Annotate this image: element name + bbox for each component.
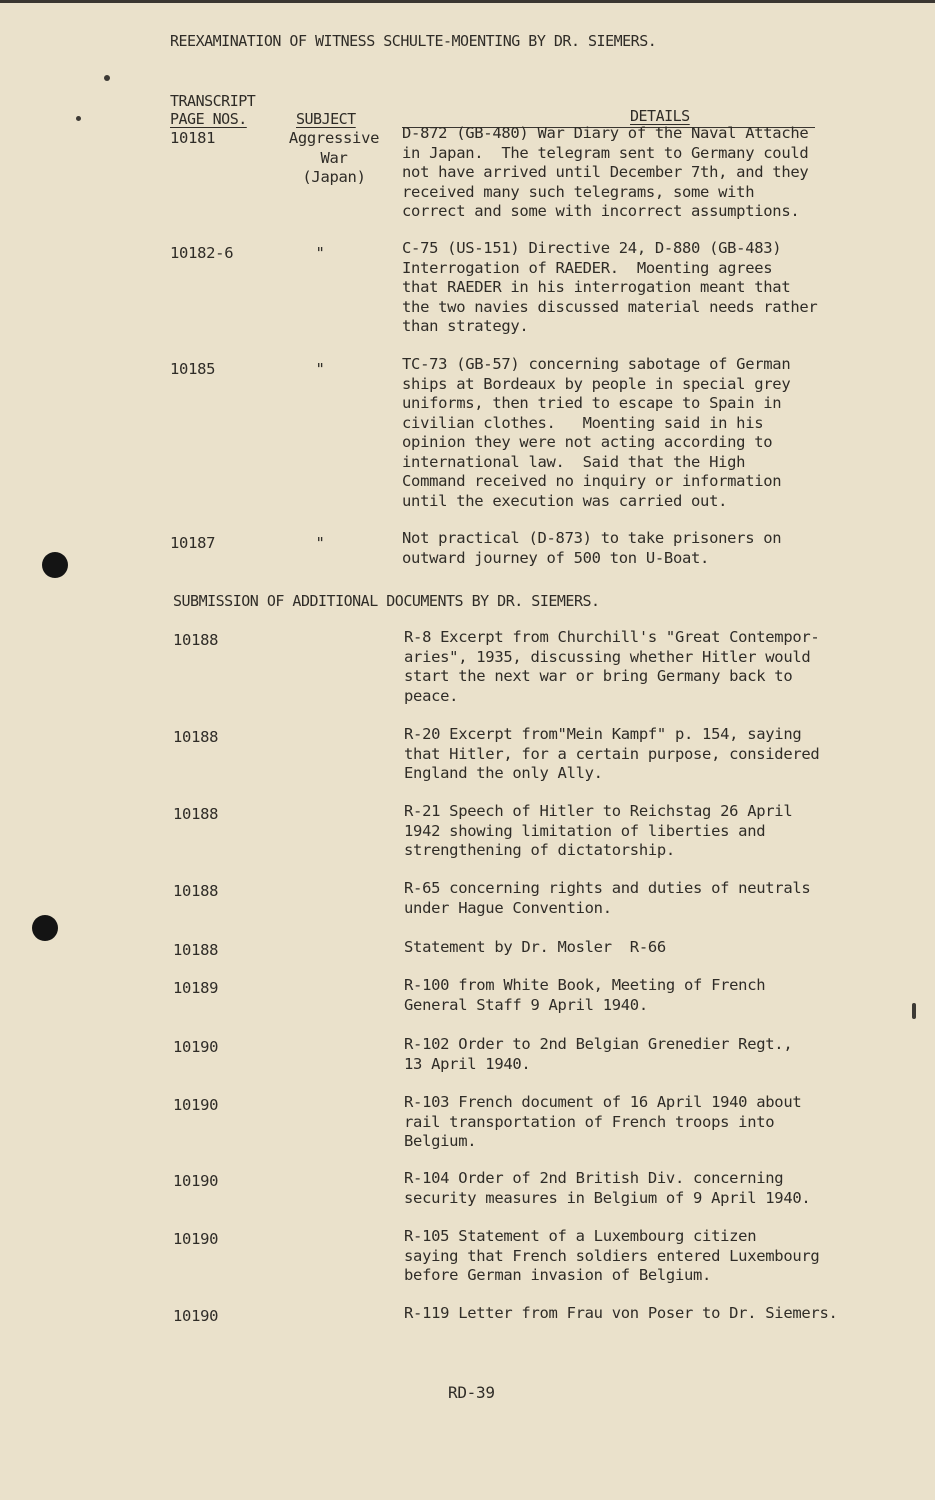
document-page-number: 10188 — [173, 941, 219, 959]
document-page-number: 10188 — [173, 728, 219, 746]
entry-subject-line: " — [315, 534, 325, 552]
column-header-subject: SUBJECT — [296, 110, 356, 128]
document-details-line: 13 April 1940. — [404, 1054, 531, 1073]
entry-details-line: the two navies discussed material needs rather — [402, 297, 818, 316]
entry-details-line: outward journey of 500 ton U-Boat. — [402, 548, 710, 567]
document-details-line: before German invasion of Belgium. — [404, 1266, 712, 1284]
entry-page-number: 10182-6 — [170, 244, 234, 262]
document-page-number: 10190 — [173, 1230, 219, 1248]
entry-details-line: uniforms, then tried to escape to Spain in — [402, 394, 782, 412]
document-details — [404, 976, 864, 1015]
entry-details-line: C-75 (US-151) Directive 24, D-880 (GB-483) — [402, 239, 782, 257]
entry-details-line: Not practical (D-873) to take prisoners on — [402, 529, 782, 547]
document-details-line: R-102 Order to 2nd Belgian Grenedier Regt., — [404, 1035, 793, 1053]
entry-details — [402, 124, 862, 222]
document-details — [404, 879, 864, 918]
document-details — [404, 1227, 864, 1286]
entry-details-line: international law. Said that the High — [402, 452, 746, 471]
document-page-number: 10189 — [173, 979, 219, 997]
entry-details-line: received many such telegrams, some with — [402, 182, 755, 201]
entry-subject — [284, 129, 384, 188]
entry-details-line: than strategy. — [402, 317, 529, 335]
document-details-line: R-8 Excerpt from Churchill's "Great Contempor- — [404, 628, 820, 646]
document-page-number: 10188 — [173, 882, 219, 900]
document-details-line: R-20 Excerpt from"Mein Kampf" p. 154, saying — [404, 725, 802, 743]
document-details-line: aries", 1935, discussing whether Hitler would — [404, 647, 811, 666]
document-details-line: saying that French soldiers entered Luxembourg — [404, 1246, 820, 1265]
column-header-page-line1: TRANSCRIPT — [170, 92, 256, 110]
entry-details — [402, 239, 862, 337]
entry-details-line: ships at Bordeaux by people in special grey — [402, 374, 791, 393]
document-details-line: Belgium. — [404, 1132, 477, 1150]
entry-details-line: opinion they were not acting according to — [402, 433, 773, 451]
document-page-number: 10190 — [173, 1307, 219, 1325]
document-details — [404, 802, 864, 861]
column-header-details: DETAILS — [630, 107, 690, 125]
document-details-line: R-119 Letter from Frau von Poser to Dr. Siemers. — [404, 1304, 838, 1322]
top-edge — [0, 0, 935, 3]
entry-details-line: not have arrived until December 7th, and they — [402, 163, 809, 181]
document-details-line: R-104 Order of 2nd British Div. concerning — [404, 1169, 784, 1187]
entry-details-line: D-872 (GB-480) War Diary of the Naval Attache — [402, 124, 809, 142]
entry-details-line: Interrogation of RAEDER. Moenting agrees — [402, 258, 773, 277]
entry-subject-line: War — [320, 148, 348, 167]
document-details-line: England the only Ally. — [404, 764, 603, 782]
document-details-line: rail transportation of French troops into — [404, 1112, 775, 1131]
entry-subject-line: " — [315, 360, 325, 378]
document-details-line: security measures in Belgium of 9 April 1940. — [404, 1188, 811, 1207]
document-details — [404, 938, 864, 958]
speck — [104, 75, 110, 81]
entry-page-number: 10181 — [170, 129, 216, 147]
column-header-page-line2: PAGE NOS. — [170, 110, 247, 128]
document-details-line: R-21 Speech of Hitler to Reichstag 26 April — [404, 802, 793, 820]
entry-subject — [270, 360, 370, 380]
entry-details-line: civilian clothes. Moenting said in his — [402, 413, 764, 432]
document-details-line: R-65 concerning rights and duties of neutrals — [404, 879, 811, 897]
document-details-line: under Hague Convention. — [404, 898, 612, 917]
entry-details-line: correct and some with incorrect assumptions. — [402, 202, 800, 220]
entry-page-number: 10187 — [170, 534, 216, 552]
document-details — [404, 1035, 864, 1074]
document-details-line: R-103 French document of 16 April 1940 about — [404, 1093, 802, 1111]
punch-hole-top — [42, 552, 68, 578]
entry-details-line: Command received no inquiry or information — [402, 472, 782, 490]
entry-subject-line: (Japan) — [302, 168, 366, 186]
document-page-number: 10188 — [173, 805, 219, 823]
document-details-line: that Hitler, for a certain purpose, considered — [404, 744, 820, 763]
document-details-line: R-105 Statement of a Luxembourg citizen — [404, 1227, 757, 1245]
document-details-line: General Staff 9 April 1940. — [404, 995, 648, 1014]
document-details — [404, 1093, 864, 1152]
document-page-number: 10188 — [173, 631, 219, 649]
document-details-line: R-100 from White Book, Meeting of French — [404, 976, 766, 994]
entry-subject — [270, 534, 370, 554]
page-title: REEXAMINATION OF WITNESS SCHULTE-MOENTING BY DR. SIEMERS. — [170, 32, 657, 50]
section2-title: SUBMISSION OF ADDITIONAL DOCUMENTS BY DR. SIEMERS. — [173, 592, 600, 610]
entry-details — [402, 355, 862, 511]
page-footer: RD-39 — [448, 1383, 495, 1402]
document-details-line: 1942 showing limitation of liberties and — [404, 821, 766, 840]
entry-details-line: TC-73 (GB-57) concerning sabotage of German — [402, 355, 791, 373]
document-details-line: Statement by Dr. Mosler R-66 — [404, 938, 666, 956]
document-details — [404, 1304, 864, 1324]
entry-subject-line: Aggressive — [288, 129, 380, 147]
document-details — [404, 628, 864, 706]
speck — [76, 116, 81, 121]
entry-details — [402, 529, 862, 568]
speck — [912, 1003, 916, 1019]
document-page-number: 10190 — [173, 1038, 219, 1056]
document-details-line: peace. — [404, 686, 459, 705]
document-details — [404, 1169, 864, 1208]
document-page-number: 10190 — [173, 1096, 219, 1114]
entry-details-line: until the execution was carried out. — [402, 491, 728, 510]
document-details — [404, 725, 864, 784]
entry-details-line: that RAEDER in his interrogation meant that — [402, 278, 791, 296]
document-details-line: strengthening of dictatorship. — [404, 841, 675, 859]
document-details-line: start the next war or bring Germany back to — [404, 667, 793, 685]
entry-details-line: in Japan. The telegram sent to Germany could — [402, 143, 809, 162]
document-page-number: 10190 — [173, 1172, 219, 1190]
punch-hole-bottom — [32, 915, 58, 941]
entry-subject — [270, 244, 370, 264]
entry-page-number: 10185 — [170, 360, 216, 378]
entry-subject-line: " — [315, 244, 325, 262]
